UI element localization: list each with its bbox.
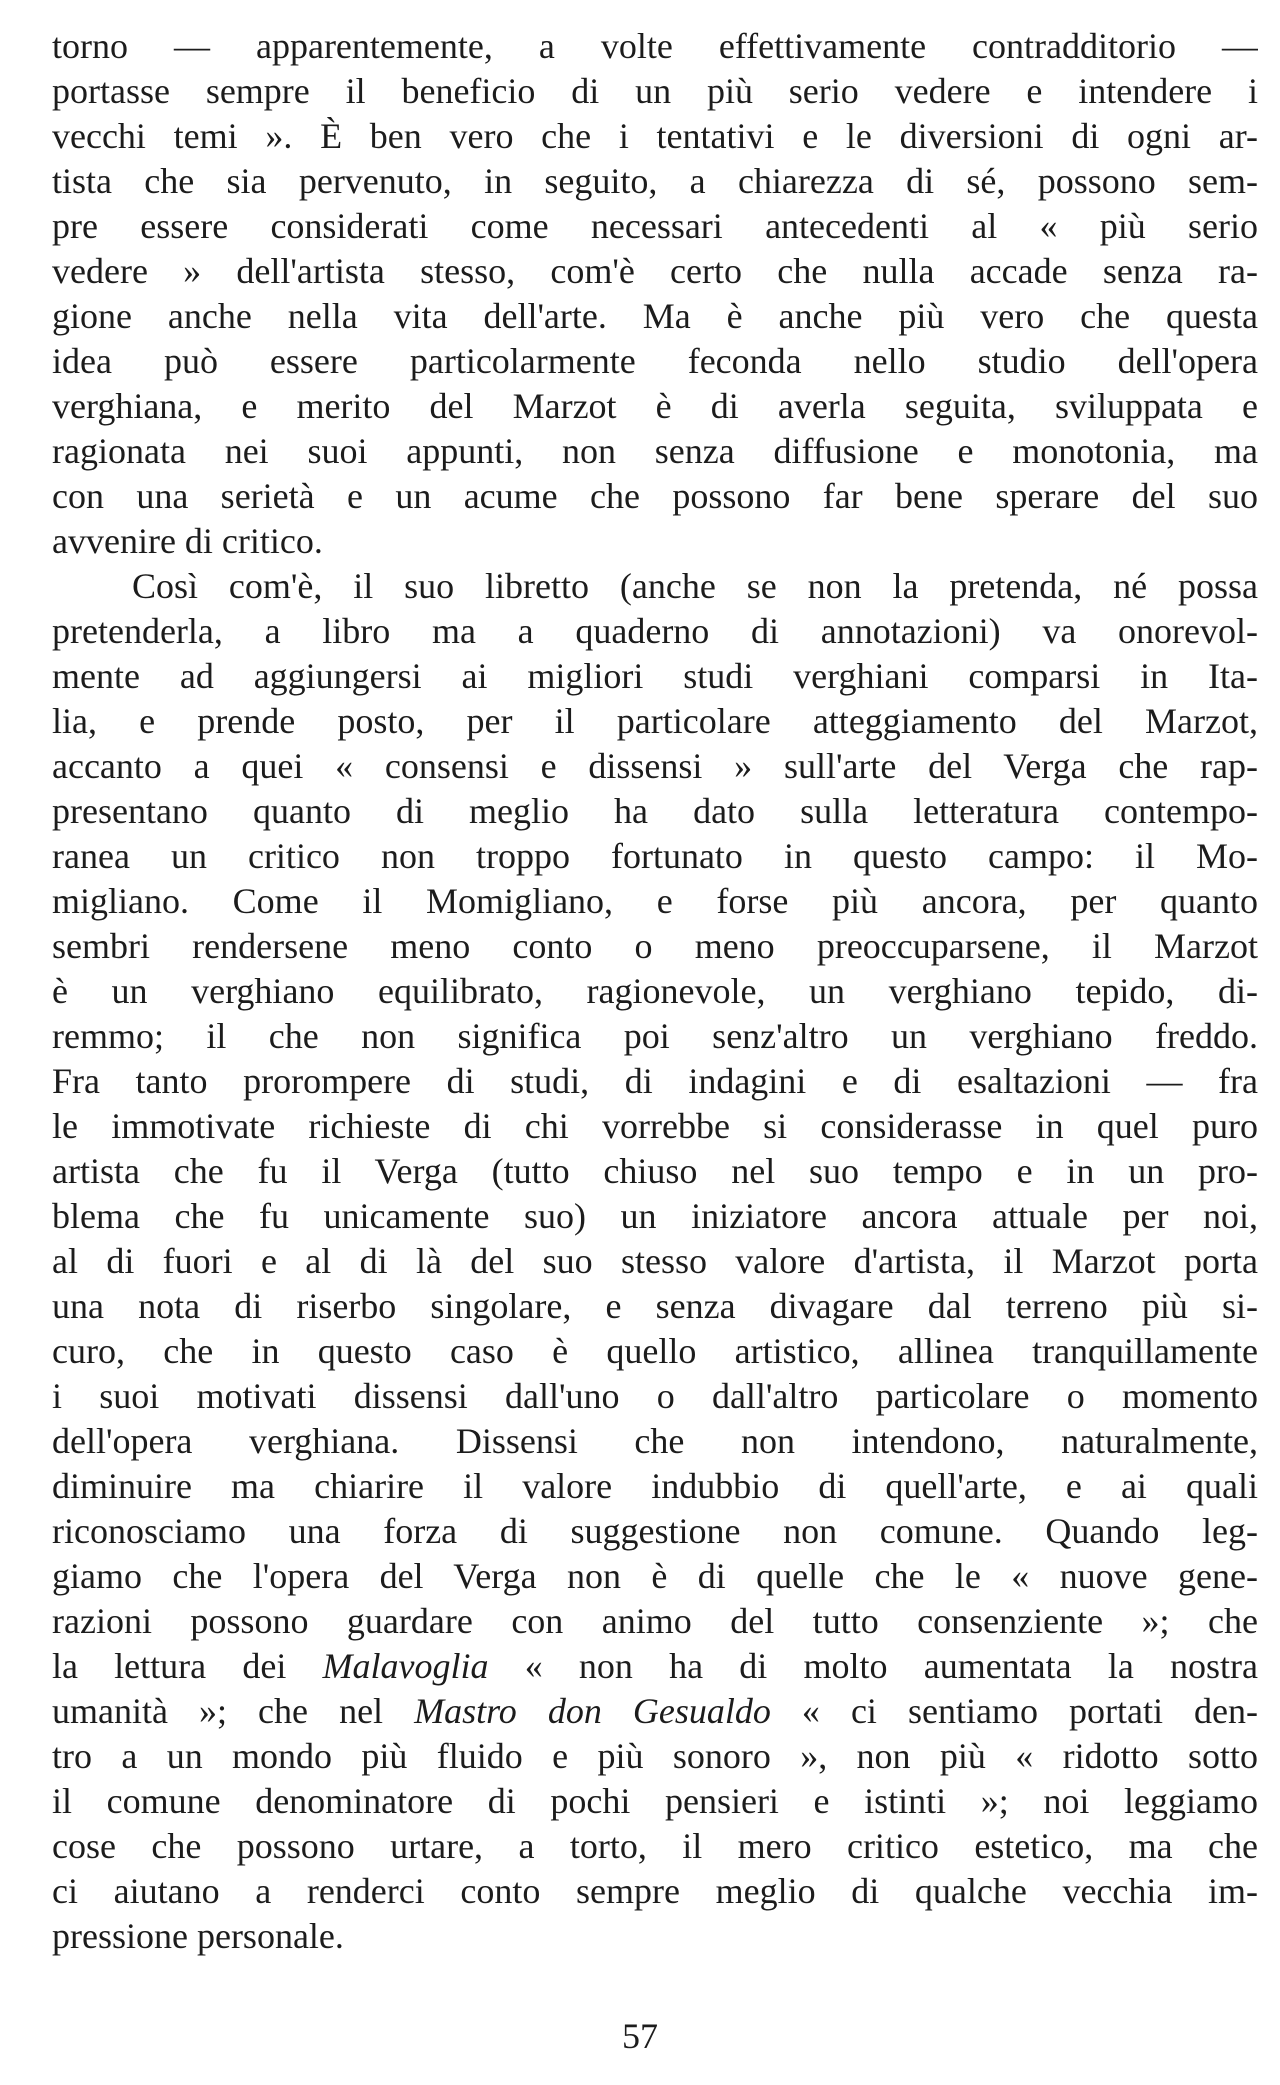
- text-line: vecchi temi ». È ben vero che i tentativi e le diversioni di ogni ar-: [52, 116, 1258, 156]
- text-line: tro a un mondo più fluido e più sonoro », non più « ridotto sotto: [52, 1736, 1258, 1776]
- text-line: è un verghiano equilibrato, ragionevole, un verghiano tepido, di-: [52, 971, 1258, 1011]
- text-line: remmo; il che non significa poi senz'altro un verghiano freddo.: [52, 1016, 1258, 1056]
- paragraph-1: [52, 24, 1258, 564]
- text-line: accanto a quei « consensi e dissensi » sull'arte del Verga che rap-: [52, 746, 1258, 786]
- text-line: lia, e prende posto, per il particolare atteggiamento del Marzot,: [52, 701, 1258, 741]
- book-title-mastro-don-gesualdo: Mastro don Gesualdo: [414, 1691, 771, 1731]
- text-line: al di fuori e al di là del suo stesso valore d'artista, il Marzot porta: [52, 1241, 1258, 1281]
- text-line: con una serietà e un acume che possono far bene sperare del suo: [52, 476, 1258, 516]
- text-line: dell'opera verghiana. Dissensi che non intendono, naturalmente,: [52, 1421, 1258, 1461]
- text-line: ci aiutano a renderci conto sempre meglio di qualche vecchia im-: [52, 1871, 1258, 1911]
- text-line: ranea un critico non troppo fortunato in questo campo: il Mo-: [52, 836, 1258, 876]
- text-segment: umanità »; che nel: [52, 1691, 415, 1731]
- text-line: le immotivate richieste di chi vorrebbe si considerasse in quel puro: [52, 1106, 1258, 1146]
- text-line: il comune denominatore di pochi pensieri e istinti »; noi leggiamo: [52, 1781, 1258, 1821]
- text-line: vedere » dell'artista stesso, com'è certo che nulla accade senza ra-: [52, 251, 1258, 291]
- text-line: razioni possono guardare con animo del tutto consenziente »; che: [52, 1601, 1258, 1641]
- text-line: migliano. Come il Momigliano, e forse più ancora, per quanto: [52, 881, 1258, 921]
- text-line: diminuire ma chiarire il valore indubbio di quell'arte, e ai quali: [52, 1466, 1258, 1506]
- text-line: cose che possono urtare, a torto, il mero critico estetico, ma che: [52, 1826, 1258, 1866]
- text-line: avvenire di critico.: [52, 521, 323, 561]
- paragraph-2: [52, 564, 1258, 1959]
- text-line: sembri rendersene meno conto o meno preoccuparsene, il Marzot: [52, 926, 1258, 966]
- text-line: artista che fu il Verga (tutto chiuso nel suo tempo e in un pro-: [52, 1151, 1258, 1191]
- text-line: pressione personale.: [52, 1916, 344, 1956]
- text-line: verghiana, e merito del Marzot è di averla seguita, sviluppata e: [52, 386, 1258, 426]
- text-line: una nota di riserbo singolare, e senza divagare dal terreno più si-: [52, 1286, 1258, 1326]
- text-line: curo, che in questo caso è quello artistico, allinea tranquillamente: [52, 1331, 1258, 1371]
- text-line: ragionata nei suoi appunti, non senza diffusione e monotonia, ma: [52, 431, 1258, 471]
- text-line: [52, 1644, 1258, 1689]
- text-line: idea può essere particolarmente feconda nello studio dell'opera: [52, 341, 1258, 381]
- text-line: torno — apparentemente, a volte effettivamente contradditorio —: [52, 26, 1258, 66]
- text-line: gione anche nella vita dell'arte. Ma è anche più vero che questa: [52, 296, 1258, 336]
- text-line: blema che fu unicamente suo) un iniziatore ancora attuale per noi,: [52, 1196, 1258, 1236]
- text-line: giamo che l'opera del Verga non è di quelle che le « nuove gene-: [52, 1556, 1258, 1596]
- text-line: Fra tanto prorompere di studi, di indagini e di esaltazioni — fra: [52, 1061, 1258, 1101]
- text-line: mente ad aggiungersi ai migliori studi verghiani comparsi in Ita-: [52, 656, 1258, 696]
- text-line: pretenderla, a libro ma a quaderno di annotazioni) va onorevol-: [52, 611, 1258, 651]
- text-segment: « non ha di molto aumentata la nostra: [488, 1646, 1258, 1686]
- text-line: portasse sempre il beneficio di un più serio vedere e intendere i: [52, 71, 1258, 111]
- text-line: [52, 1689, 1258, 1734]
- text-segment: la lettura dei: [52, 1646, 323, 1686]
- book-title-malavoglia: Malavoglia: [322, 1646, 489, 1686]
- text-segment: « ci sentiamo portati den-: [770, 1691, 1258, 1731]
- text-line: riconosciamo una forza di suggestione non comune. Quando leg-: [52, 1511, 1258, 1551]
- text-line: Così com'è, il suo libretto (anche se non la pretenda, né possa: [132, 566, 1258, 606]
- text-line: presentano quanto di meglio ha dato sulla letteratura contempo-: [52, 791, 1258, 831]
- page-number: 57: [622, 2016, 658, 2056]
- page-body: [52, 24, 1258, 1959]
- text-line: pre essere considerati come necessari antecedenti al « più serio: [52, 206, 1258, 246]
- text-line: i suoi motivati dissensi dall'uno o dall'altro particolare o momento: [52, 1376, 1258, 1416]
- text-line: tista che sia pervenuto, in seguito, a chiarezza di sé, possono sem-: [52, 161, 1258, 201]
